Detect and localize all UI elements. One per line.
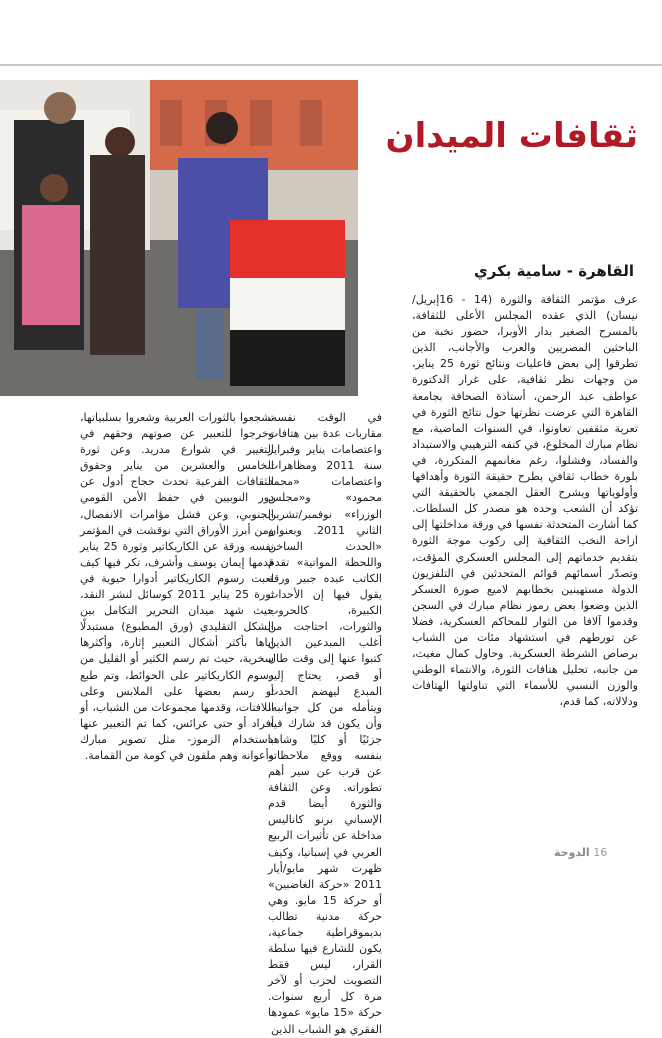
article-paragraph: تشجعوا بالثورات العربية وشعروا بسلبياتها، وخرجوا للتعبير عن صوتهم وحقهم في التغيير في شوارع مدريد. وعن ثورة الخامس والعشرين من يناير وحقوق الثقافات الفرعية تحدث حجاج أدول عن دور النوبيين في حفظ الأمن القومي الجنوبي، وعن فشل مؤامرات الانفصال، ومن أبرز الأوراق التي نوقشت في المؤتمر نفسه ورقة عن الكاريكاتير وثورة 25 يناير قدمها إيمان يوسف وأشرف، تكر فيها كيف لعبت رسوم الكاريكاتير أدوارا حيوية في ثورة 25 يناير 2011 كوسائل لنشر النقد، حيث شهد ميدان التحرير التكامل بين الشكل التقليدي (ورق المطبوع) مستبدلًا إياها بأكثر أشكال التعبير إثارة، وأكثرها سخرية، حيث تم رسم الكثير أو القليل من رسوم الكاريكاتير على الحوائط، وتم طبع أو رسم بعضها على الملابس وعلى اللافتات، وقدمها مجموعات من الشباب، أو أفراد أو حتى عرائس، كما تم التعبير عنها باستخدام الرموز- مثل تصوير مبارك وأعوانه وهم ملقون في كومة من القمامة. [80, 411, 274, 762]
page-number: 16 [593, 846, 608, 859]
article-title: ثقافات الميدان [385, 116, 638, 156]
article-column-left [80, 410, 274, 840]
article-byline: القاهرة - سامية بكري [473, 262, 634, 280]
article-column-middle [268, 410, 383, 1036]
magazine-brand: الدوحة [554, 846, 590, 859]
article-photo [0, 80, 358, 396]
header-divider [0, 64, 662, 66]
article-paragraph: عرف مؤتمر الثقافة والثورة (14 - 16إبريل/نيسان) الذي عقده المجلس الأعلى للثقافة، بالمسرح الصغير بدار الأوبرا، حضور نخبة من الباحثين المصريين والعرب والأجانب، الذين تطرقوا إلى بعض فاعليات ونتائج ثورة 25 يناير، من وجهات نظر ثقافية، على غرار الدكتورة عواطف عبد الرحمن، أستاذة الصحافة بجامعة القاهرة التي عرضت نظرتها حول نتائج الثورة في تعرية مثقفين تعاونوا، في السنوات الماضية، مع نظام مبارك المخلوع، في كنفه الترهيبي والاستبداد والفساد، وفشلوا، رغم مغانمهم المتكررة، في بلورة خطاب ثقافي يطرح حقيقة الثورة وأهدافها وأولوياتها ويشرح العقل الجمعي بالحقيقة التي تؤكد أن الشعب وحده هو مصدر كل السلطات. كما أشارت المتحدثة نفسها في ورقة مداخلتها إلى ازاحة النخب الثقافية إلى ركوب موجة الثورة بتقديم خدماتهم إلى المجلس العسكري المؤقت، وتصدّر أسمائهم قوائم المتحدثين في التلفزيون الدولة مستهينين بخطابهم لاميع صورة العسكر الذين وضعوا بعض رموز نظام مبارك في السجن وقدموا آلافا من الثوار للمحاكم العسكرية، فضلا عن تورطهم في استشهاد مئات من الشباب برصاص الشرطة العسكرية. وحاول كمال مغيث، من جانبه، تحليل هتافات الثورة، والانتماء الوطني والوزن النسبي للأسماء التي تناولتها الهتافات ودلالاته، كما قدم، [412, 293, 638, 709]
article-paragraph: في الوقت نفسه، مقاربات عدة بين هتافات واعتصامات يناير وفبراير سنة 2011 ومظاهرات واعتصامات «محمد محمود» و«مجلس الوزراء» نوفمبر/تشرين الثاني 2011. وبعنوان «الحدث الساخن واللحظة المواتية» تقدم الكاتب عبده جبير ورقة يقول فيها إن الأحداث الكبيرة، كالحروب والثورات، احتاجت من أغلب المبدعين الذين كتبوا عنها إلى وقت طال أو قصر، يحتاج إليه المبدع ليهضم الحدث ويتأمله من كل جوانبه، وأن يكون قد شارك فيه جزئيًا أو كليًا وشاهد بنفسه ووقع ملاحظاته عن قرب عن سير أهم تطوراته. وعن الثقافة والثورة أيضا قدم الإسباني برنو كاناليس مداخلة عن تأثيرات الربيع العربي في إسبانيا، وكيف ظهرت شهر مايو/أيار 2011 «حركة الغاضبين» أو حركة 15 مايو. وهي حركة مدنية تطالب بديموقراطية جماعية، يكون للشارع فيها سلطة القرار، ليس فقط التصويت لحزب أو لآخر مرة كل أربع سنوات. حركة «15 مايو» عمودها الفقري هو الشباب الذين [268, 411, 383, 1036]
page-footer [548, 846, 648, 860]
article-column-right [412, 292, 638, 852]
